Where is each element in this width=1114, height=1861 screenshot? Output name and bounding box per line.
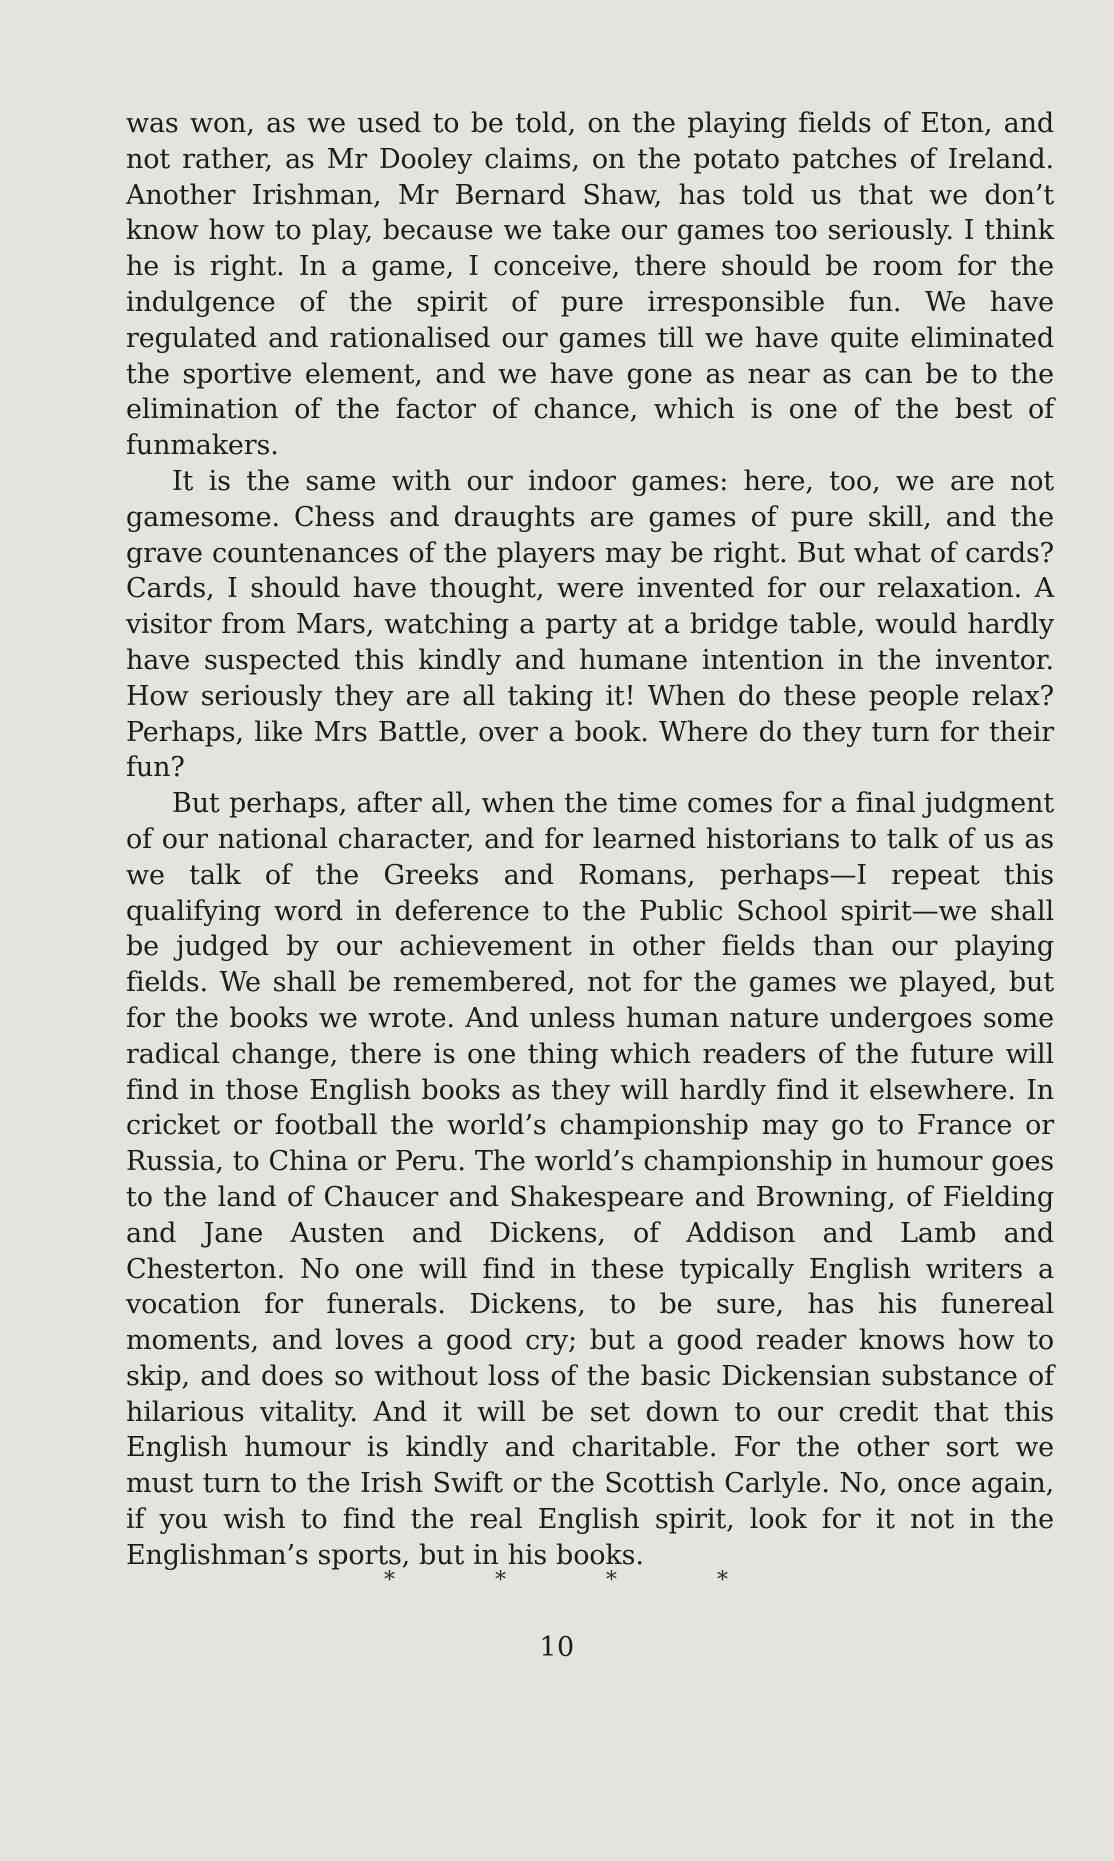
asterisk-3: * xyxy=(606,1568,617,1593)
paragraph-1: was won, as we used to be told, on the playing fields of Eton, and not rather, as Mr Dooley claims, on the potato patches of Ireland. Another Irishman, Mr Bernard Shaw, has told us that we don’t know how to play, because we take our games too seriously. I think he is right. In a game, I conceive, there should be room for the indulgence of the spirit of pure irresponsible fun. We have regulated and rationalised our games till we have quite eliminated the sportive element, and we have gone as near as can be to the elimination of the factor of chance, which is one of the best of funmakers. xyxy=(126,108,1054,462)
paragraph-3: But perhaps, after all, when the time comes for a final judgment of our national character, and for learned historians to talk of us as we talk of the Greeks and Romans, perhaps—I repeat this qualifying word in deference to the Public School spirit—we shall be judged by our achievement in other fields than our playing fields. We shall be remembered, not for the games we played, but for the books we wrote. And unless human nature undergoes some radical change, there is one thing which readers of the future will find in those English books as they will hardly find it elsewhere. In cricket or football the world’s championship may go to France or Russia, to China or Peru. The world’s championship in humour goes to the land of Chaucer and Shakespeare and Browning, of Fielding and Jane Austen and Dickens, of Addison and Lamb and Chesterton. No one will find in these typically English writers a vocation for funerals. Dickens, to be sure, has his funereal moments, and loves a good cry; but a good reader knows how to skip, and does so without loss of the basic Dickensian substance of hilarious vitality. And it will be set down to our credit that this English humour is kindly and charitable. For the other sort we must turn to the Irish Swift or the Scottish Carlyle. No, once again, if you wish to find the real English spirit, look for it not in the Englishman’s sports, but in his books. xyxy=(126,788,1054,1571)
section-break-asterisks xyxy=(0,1568,1114,1600)
asterisk-4: * xyxy=(717,1568,728,1593)
asterisk-1: * xyxy=(384,1568,395,1593)
page-number: 10 xyxy=(539,1632,575,1663)
body-text xyxy=(126,106,1054,1574)
paragraph-2: It is the same with our indoor games: here, too, we are not gamesome. Chess and draughts are games of pure skill, and the grave countenances of the players may be right. But what of cards? Cards, I should have thought, were invented for our relaxation. A visitor from Mars, watching a party at a bridge table, would hardly have suspected this kindly and humane intention in the inventor. How seriously they are all taking it! When do these people relax? Perhaps, like Mrs Battle, over a book. Where do they turn for their fun? xyxy=(126,465,1054,784)
asterisk-2: * xyxy=(495,1568,506,1593)
